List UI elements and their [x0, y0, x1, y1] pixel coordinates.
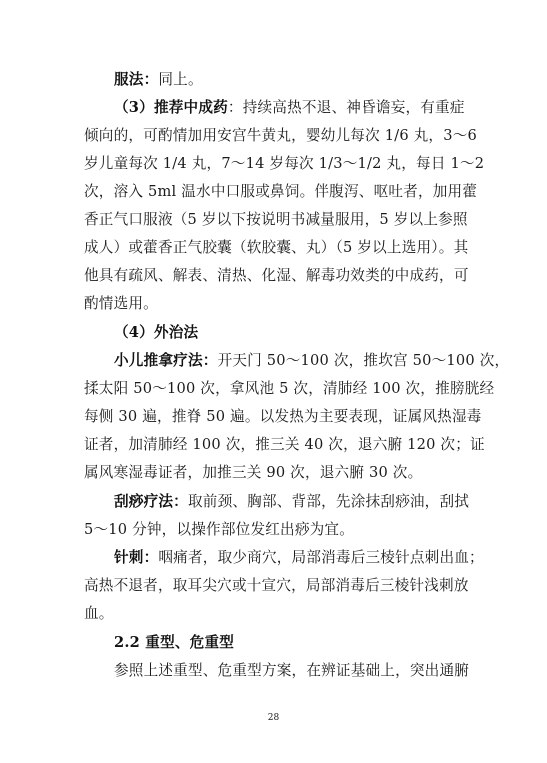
- text-line: 针刺：咽痛者，取少商穴，局部消毒后三棱针点刺出血；: [114, 549, 484, 566]
- text-line: 小儿推拿疗法：开天门 50～100 次，推坎宫 50～100 次，: [114, 352, 510, 369]
- section-heading: （4）外治法: [114, 324, 199, 341]
- text-line: 酌情选用。: [84, 295, 158, 312]
- text-line: 刮痧疗法：取前颈、胸部、背部，先涂抹刮痧油，刮拭: [114, 493, 470, 510]
- text-line: 成人）或藿香正气胶囊（软胶囊、丸）（5 岁以上选用）。其: [84, 239, 469, 256]
- text-line: 参照上述重型、危重型方案，在辨证基础上，突出通腑: [114, 662, 470, 679]
- text-line: 他具有疏风、解表、清热、化湿、解毒功效类的中成药，可: [84, 267, 469, 284]
- text-line: 岁儿童每次 1/4 丸，7～14 岁每次 1/3～1/2 丸，每日 1～2: [84, 155, 485, 172]
- text-line: 揉太阳 50～100 次，拿风池 5 次，清肺经 100 次，推膀胱经: [84, 380, 495, 397]
- text-line: （3）推荐中成药：持续高热不退、神昏谵妄，有重症: [114, 99, 465, 116]
- text-line: 次，溶入 5ml 温水中口服或鼻饲。伴腹泻、呕吐者，加用藿: [84, 183, 478, 200]
- page-number: 28: [267, 713, 280, 723]
- text-line: 香正气口服液（5 岁以下按说明书减量服用，5 岁以上参照: [84, 211, 468, 228]
- section-heading: 2.2 重型、危重型: [114, 634, 235, 651]
- text-line: 每侧 30 遍，推脊 50 遍。以发热为主要表现，证属风热湿毒: [84, 408, 482, 425]
- text-line: 证者，加清肺经 100 次，推三关 40 次，退六腑 120 次；证: [84, 436, 485, 453]
- text-line: 属风寒湿毒证者，加推三关 90 次，退六腑 30 次。: [84, 464, 423, 481]
- text-line: 高热不退者，取耳尖穴或十宣穴，局部消毒后三棱针浅刺放: [84, 577, 469, 594]
- text-line: 服法：同上。: [114, 71, 203, 88]
- text-line: 血。: [84, 605, 114, 622]
- text-line: 倾向的，可酌情加用安宫牛黄丸，婴幼儿每次 1/6 丸，3～6: [84, 127, 477, 144]
- text-line: 5～10 分钟，以操作部位发红出痧为宜。: [84, 521, 354, 538]
